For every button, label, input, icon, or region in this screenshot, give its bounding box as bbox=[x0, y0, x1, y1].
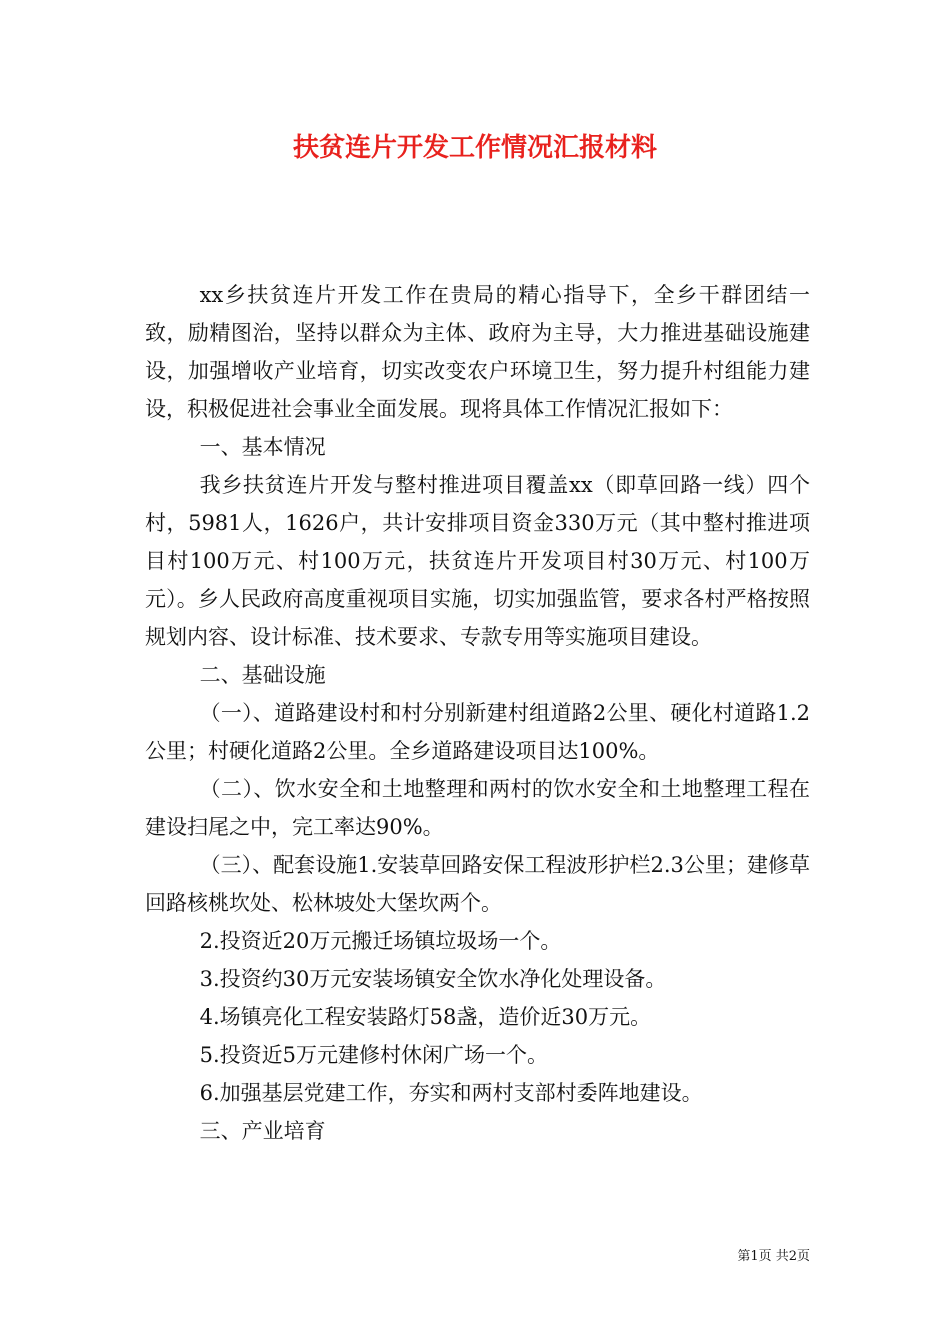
road-construction-paragraph: （一）、道路建设村和村分别新建村组道路2公里、硬化村道路1.2公里；村硬化道路2公里。全乡道路建设项目达100%。 bbox=[145, 701, 810, 763]
page-title: 扶贫连片开发工作情况汇报材料 bbox=[292, 133, 657, 163]
section-heading-infrastructure: 二、基础设施 bbox=[199, 663, 326, 687]
list-item: 2.投资近20万元搬迁场镇垃圾场一个。 bbox=[199, 929, 562, 953]
intro-paragraph: xx乡扶贫连片开发工作在贵局的精心指导下，全乡干群团结一致，励精图治，坚持以群众为主体、政府为主导，大力推进基础设施建设，加强增收产业培育，切实改变农户环境卫生，努力提升村组能力建设，积极促进社会事业全面发展。现将具体工作情况汇报如下： bbox=[145, 283, 810, 421]
document-body bbox=[145, 276, 810, 1150]
page-number: 第1页 共2页 bbox=[737, 1249, 810, 1264]
water-land-paragraph: （二）、饮水安全和土地整理和两村的饮水安全和土地整理工程在建设扫尾之中，完工率达90%。 bbox=[145, 777, 810, 839]
section-heading-basic: 一、基本情况 bbox=[199, 435, 326, 459]
list-item: 4.场镇亮化工程安装路灯58盏，造价近30万元。 bbox=[199, 1005, 652, 1029]
list-item: 3.投资约30万元安装场镇安全饮水净化处理设备。 bbox=[199, 967, 667, 991]
list-item: 6.加强基层党建工作，夯实和两村支部村委阵地建设。 bbox=[199, 1081, 703, 1105]
basic-situation-paragraph: 我乡扶贫连片开发与整村推进项目覆盖xx（即草回路一线）四个村，5981人，1626户，共计安排项目资金330万元（其中整村推进项目村100万元、村100万元，扶贫连片开发项目村30万元、村100万元）。乡人民政府高度重视项目实施，切实加强监管，要求各村严格按照规划内容、设计标准、技术要求、专款专用等实施项目建设。 bbox=[145, 473, 810, 649]
list-item: 5.投资近5万元建修村休闲广场一个。 bbox=[199, 1043, 548, 1067]
supporting-facilities-paragraph: （三）、配套设施1.安装草回路安保工程波形护栏2.3公里；建修草回路核桃坎处、松林坡处大堡坎两个。 bbox=[145, 853, 810, 915]
section-heading-industry: 三、产业培育 bbox=[199, 1119, 326, 1143]
